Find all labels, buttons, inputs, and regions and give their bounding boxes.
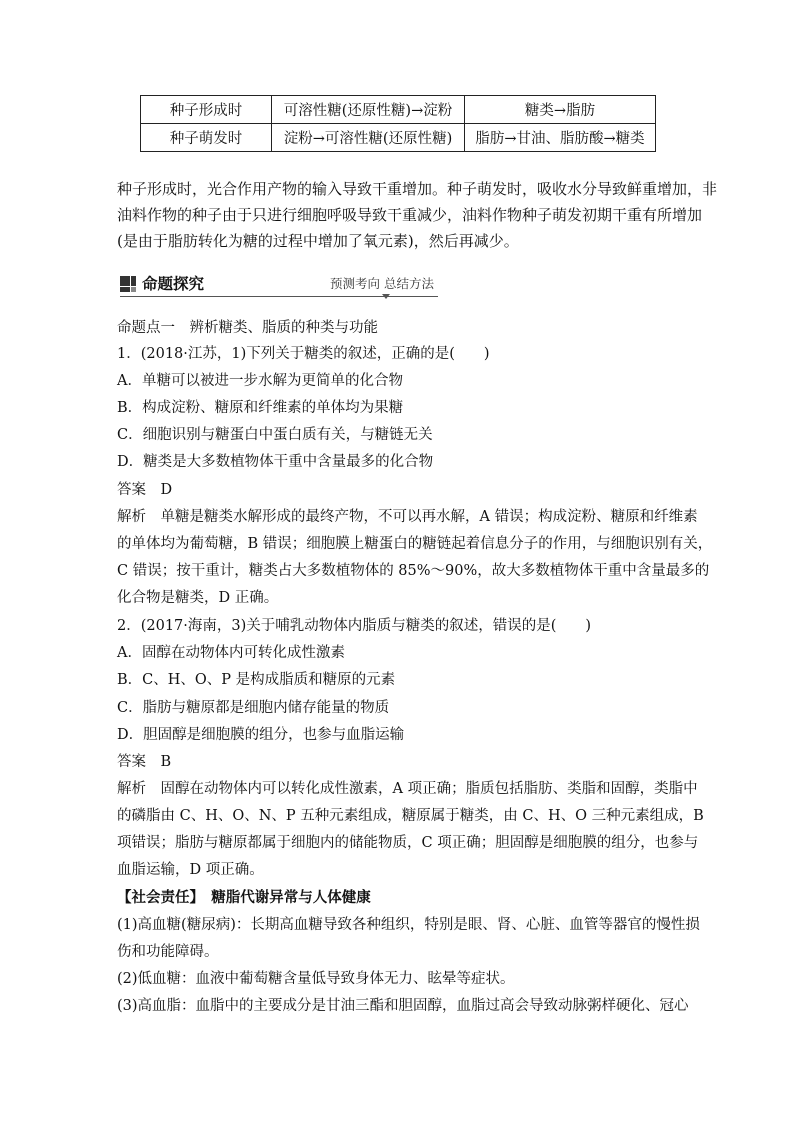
q1-analysis-line-3: C 错误；按干重计，糖类占大多数植物体的 85%～90%，故大多数植物体干重中含量最多的: [117, 563, 710, 579]
q1-option-c: C．细胞识别与糖蛋白中蛋白质有关，与糖链无关: [117, 427, 433, 443]
intro-line-2: 油料作物的种子由于只进行细胞呼吸导致干重减少，油料作物种子萌发初期干重有所增加: [117, 206, 703, 224]
social-line-3: (2)低血糖：血液中葡萄糖含量低导致身体无力、眩晕等症状。: [117, 971, 515, 987]
q2-analysis-line-2: 的磷脂由 C、H、O、N、P 五种元素组成，糖原属于糖类，由 C、H、O 三种元素组成，B: [117, 808, 704, 824]
q2-answer: [117, 752, 171, 772]
intro-line-3: (是由于脂肪转化为糖的过程中增加了氧元素)，然后再减少。: [117, 232, 519, 250]
table-row: [141, 124, 656, 152]
table-cell: 可溶性糖(还原性糖)→淀粉: [272, 96, 465, 124]
q2-stem: 2．(2017·海南，3)关于哺乳动物体内脂质与糖类的叙述，错误的是( ): [117, 618, 592, 634]
q2-option-d: D．胆固醇是细胞膜的组分，也参与血脂运输: [117, 727, 405, 743]
q1-analysis-line-1: [117, 507, 698, 527]
table-cell: 淀粉→可溶性糖(还原性糖): [272, 124, 465, 152]
analysis-label: 解析: [117, 509, 146, 525]
table-row: [141, 96, 656, 124]
q2-option-a: A．固醇在动物体内可转化成性激素: [117, 645, 345, 661]
q2-analysis-line-1: [117, 779, 698, 799]
analysis-label: 解析: [117, 781, 146, 797]
q1-stem: 1．(2018·江苏，1)下列关于糖类的叙述，正确的是( ): [117, 346, 490, 362]
q1-answer: [117, 480, 172, 500]
section-square-icon: [120, 276, 136, 292]
social-tag: 【社会责任】: [117, 889, 204, 906]
answer-label: 答案: [117, 482, 146, 498]
q1-option-a: A．单糖可以被进一步水解为更简单的化合物: [117, 373, 403, 389]
answer-value: D: [160, 482, 173, 498]
section-divider: [120, 296, 438, 297]
table-cell: 种子形成时: [141, 96, 272, 124]
point-title: 命题点一 辨析糖类、脂质的种类与功能: [117, 320, 378, 336]
analysis-text: 固醇在动物体内可以转化成性激素，A 项正确；脂质包括脂肪、类脂和固醇，类脂中: [160, 781, 698, 797]
table-cell: 脂肪→甘油、脂肪酸→糖类: [465, 124, 656, 152]
q2-analysis-line-4: 血脂运输，D 项正确。: [117, 862, 264, 878]
section-header: [120, 272, 438, 298]
q1-analysis-line-2: 的单体均为葡萄糖，B 错误；细胞膜上糖蛋白的糖链起着信息分子的作用，与细胞识别有关，: [117, 536, 713, 552]
seed-conversion-table: [140, 95, 656, 152]
table-cell: 糖类→脂肪: [465, 96, 656, 124]
intro-line-1: 种子形成时，光合作用产物的输入导致干重增加。种子萌发时，吸收水分导致鲜重增加，非: [117, 180, 718, 198]
q2-analysis-line-3: 项错误；脂肪与糖原都属于细胞内的储能物质，C 项正确；胆固醇是细胞膜的组分，也参与: [117, 835, 699, 851]
q1-analysis-line-4: 化合物是糖类，D 正确。: [117, 590, 279, 606]
social-line-1: (1)高血糖(糖尿病)：长期高血糖导致各种组织，特别是眼、肾、心脏、血管等器官的慢性损: [117, 917, 700, 933]
q2-option-b: B．C、H、O、P 是构成脂质和糖原的元素: [117, 672, 396, 688]
answer-value: B: [160, 754, 172, 770]
q2-option-c: C．脂肪与糖原都是细胞内储存能量的物质: [117, 700, 390, 716]
table-cell: 种子萌发时: [141, 124, 272, 152]
q1-option-b: B．构成淀粉、糖原和纤维素的单体均为果糖: [117, 400, 404, 416]
q1-option-d: D．糖类是大多数植物体干重中含量最多的化合物: [117, 454, 434, 470]
section-title: 命题探究: [142, 275, 205, 293]
social-line-2: 伤和功能障碍。: [117, 944, 219, 960]
section-pointer-icon: [382, 294, 390, 299]
social-title: 糖脂代谢异常与人体健康: [211, 889, 371, 906]
social-line-4: (3)高血脂：血脂中的主要成分是甘油三酯和胆固醇，血脂过高会导致动脉粥样硬化、冠心: [117, 998, 689, 1014]
social-heading: [117, 888, 371, 908]
answer-label: 答案: [117, 754, 146, 770]
section-subtitle: 预测考向 总结方法: [330, 276, 434, 291]
analysis-text: 单糖是糖类水解形成的最终产物，不可以再水解，A 错误；构成淀粉、糖原和纤维素: [160, 509, 698, 525]
